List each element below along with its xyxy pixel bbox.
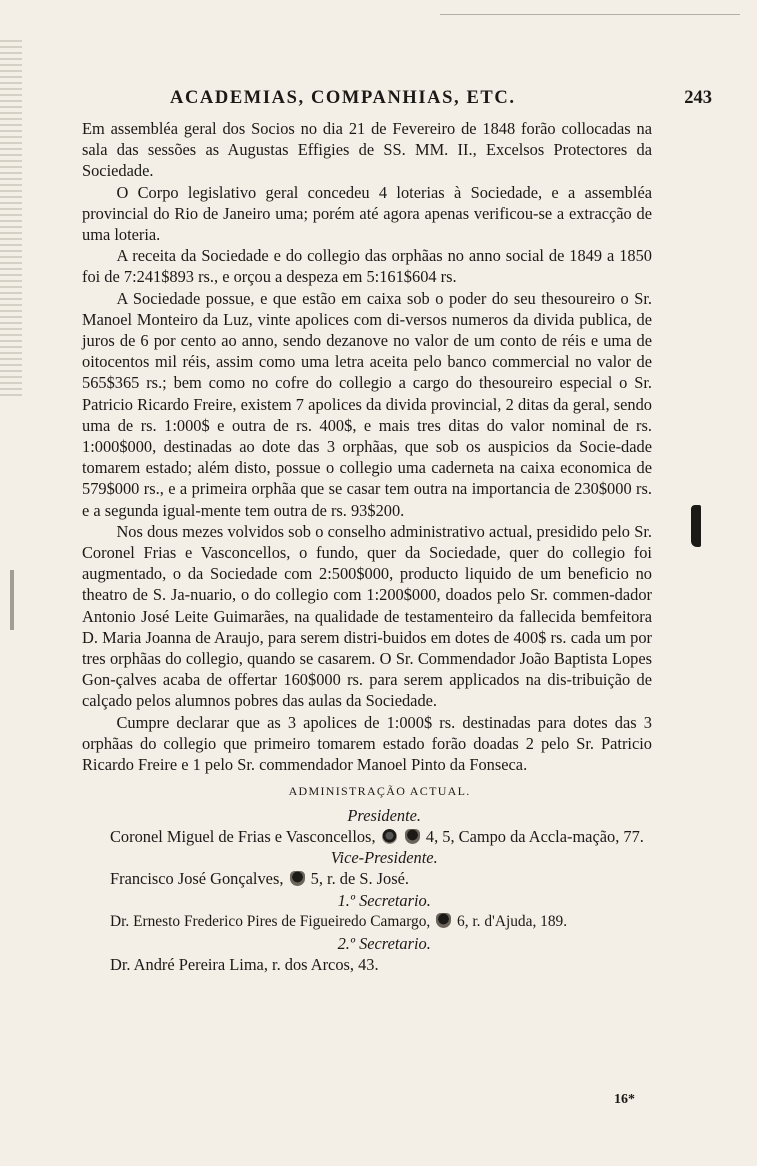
page-number: 243: [684, 88, 712, 108]
ink-blot: [691, 505, 701, 547]
officer-role: Presidente.: [347, 805, 422, 825]
order-cross-icon: [290, 871, 305, 886]
officer-name: Dr. André Pereira Lima,: [110, 954, 268, 974]
running-head-title: ACADEMIAS, COMPANHIAS, ETC.: [170, 88, 516, 108]
officer-entry: [110, 868, 652, 890]
administration-heading: ADMINISTRAÇÃO ACTUAL.: [288, 784, 471, 799]
administration-section: [82, 781, 652, 975]
officer-detail: 5, r. de S. José.: [310, 869, 409, 889]
page-edge-mark: [10, 570, 14, 630]
officer-name: Dr. Ernesto Frederico Pires de Figueiredo Camargo,: [110, 913, 431, 931]
paragraph-apolices: Cumpre declarar que as 3 apolices de 1:000$ rs. destinadas para dotes das 3 orphãas do collegio que primeiro tomarem estado forão doadas 2 pelo Sr. Patricio Ricardo Freire e 1 pelo Sr. commendador Manoel Pinto da Fonseca.: [82, 712, 652, 775]
officer-detail: 6, r. d'Ajuda, 189.: [457, 913, 568, 931]
officer-detail: 4, 5, Campo da Accla-mação, 77.: [425, 826, 644, 846]
officer-detail: r. dos Arcos, 43.: [272, 954, 379, 974]
signature-mark: 16*: [614, 1092, 635, 1107]
officer-name: Francisco José Gonçalves,: [110, 869, 284, 889]
order-cross-icon: [436, 913, 451, 928]
page-body: [82, 118, 652, 975]
paragraph-revenue: A receita da Sociedade e do collegio das orphãas no anno social de 1849 a 1850 foi de 7:241$893 rs., e orçou a despeza em 5:161$604 rs.: [82, 246, 652, 287]
officer-entry: [110, 826, 652, 848]
running-head: [170, 88, 712, 109]
paragraph-effigies: Em assembléa geral dos Socios no dia 21 de Fevereiro de 1848 forão collocadas na sala das sessões as Augustas Effigies de SS. MM. II., Excelsos Protectores da Sociedade.: [82, 119, 652, 181]
scan-artifact-line: [440, 14, 740, 15]
order-cross-icon: [405, 829, 420, 844]
paragraph-lotteries: O Corpo legislativo geral concedeu 4 loterias à Sociedade, e a assembléa provincial do Rio de Janeiro uma; porém até agora apenas verificou-se a extracção de uma loteria.: [82, 182, 652, 245]
officer-entry: [110, 911, 652, 933]
officer-role: Vice-Presidente.: [330, 848, 438, 868]
paragraph-donations: Nos dous mezes volvidos sob o conselho administrativo actual, presidido pelo Sr. Coronel Frias e Vasconcellos, o fundo, quer da Sociedade, quer do collegio foi augmentado, o da Sociedade com 2:500$000, producto liquido de um beneficio no theatro de S. Ja-nuario, o do collegio com 1:200$000, doados pelo Sr. commen-dador Antonio José Leite Guimarães, na qualidade de testamenteiro da fallecida bemfeitora D. Maria Joanna de Araujo, para serem distri-buidos em dotes de 400$ rs. cada um por tres orphãas do collegio, quando se casarem. O Sr. Commendador João Baptista Lopes Gon-çalves acaba de offertar 160$000 rs. para serem applicados na dis-tribuição de calçado pelos alumnos pobres das aulas da Sociedade.: [82, 521, 652, 711]
officer-name: Coronel Miguel de Frias e Vasconcellos,: [110, 826, 376, 846]
order-insignia-icon: [382, 829, 397, 844]
officer-role: 2.º Secretario.: [337, 933, 431, 953]
officer-role: 1.º Secretario.: [337, 890, 431, 910]
officer-entry: [110, 954, 652, 976]
page-edge-shadow: [0, 40, 22, 400]
paragraph-assets: A Sociedade possue, e que estão em caixa sob o poder do seu thesoureiro o Sr. Manoel Monteiro da Luz, vinte apolices com di-versos numeros da divida publica, de juros de 6 por cento ao anno, sendo dezanove no valor de um conto de réis e uma de oitocentos mil réis, assim como uma letra aceita pelo banco commercial no valor de 565$365 rs.; bem como no cofre do collegio a cargo do thesoureiro especial o Sr. Patricio Ricardo Freire, existem 7 apolices da divida provincial, 2 ditas da geral, sendo uma de rs. 1:000$ e outra de rs. 400$, e mais tres ditas do valor nominal de rs. 1:000$000, destinadas ao dote das 3 orphãas, que sob os auspicios da Socie-dade tomarem estado; além disto, possue o collegio uma caderneta na caixa economica de 579$000 rs., e a primeira orphãa que se casar tem outra na importancia de 230$000 rs. e a segunda igual-mente tem outra de rs. 93$200.: [82, 288, 652, 520]
